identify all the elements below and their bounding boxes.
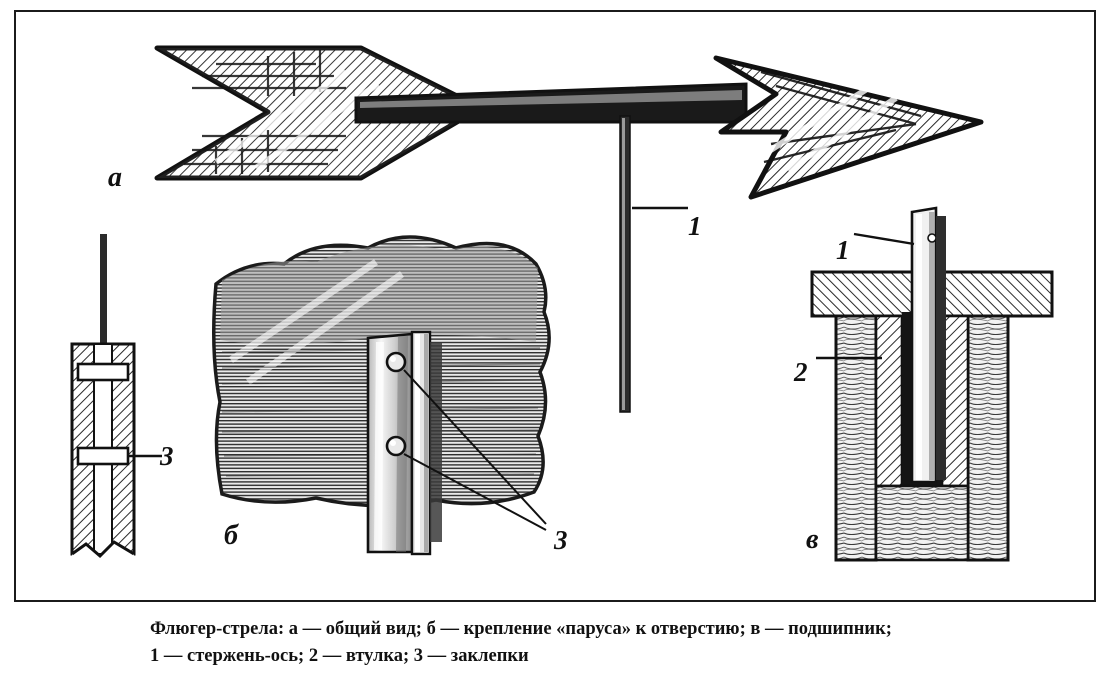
- figure-frame: [14, 10, 1096, 602]
- view-label-a: а: [108, 162, 122, 193]
- rivet-upper: [387, 353, 405, 371]
- sail-fixing-view-b: [214, 237, 549, 554]
- rivet-bar-lower: [78, 448, 128, 464]
- callout-rod-axis: 1: [688, 211, 702, 241]
- bushing-left-wall: [876, 316, 902, 486]
- arrow-head: [716, 58, 981, 197]
- figure-caption: [150, 616, 1050, 670]
- callout-bushing: 2: [794, 357, 808, 387]
- rod-axis-in-bearing: [912, 208, 936, 482]
- rivet-detail-left: [72, 234, 162, 560]
- rivet-bar-upper: [78, 364, 128, 380]
- callout-rod-axis-bearing: 1: [836, 235, 850, 265]
- figure-caption-line-1: Флюгер-стрела: а — общий вид; б — крепление «паруса» к отверстию; в — подшипник;: [150, 619, 892, 639]
- figure-drawing: [16, 12, 1090, 596]
- view-label-b: б: [224, 520, 238, 551]
- rod-axis-through-sail: [412, 332, 442, 554]
- rod-axis-part: [620, 116, 630, 412]
- callout-rivets-center: 3: [554, 525, 568, 555]
- view-label-v: в: [806, 524, 819, 555]
- rivet-lower: [387, 437, 405, 455]
- figure-caption-line-2: 1 — стержень-ось; 2 — втулка; 3 — заклепки: [150, 645, 529, 666]
- callout-rivets-left: 3: [160, 441, 174, 471]
- bearing-rod-leader-line: [854, 234, 914, 244]
